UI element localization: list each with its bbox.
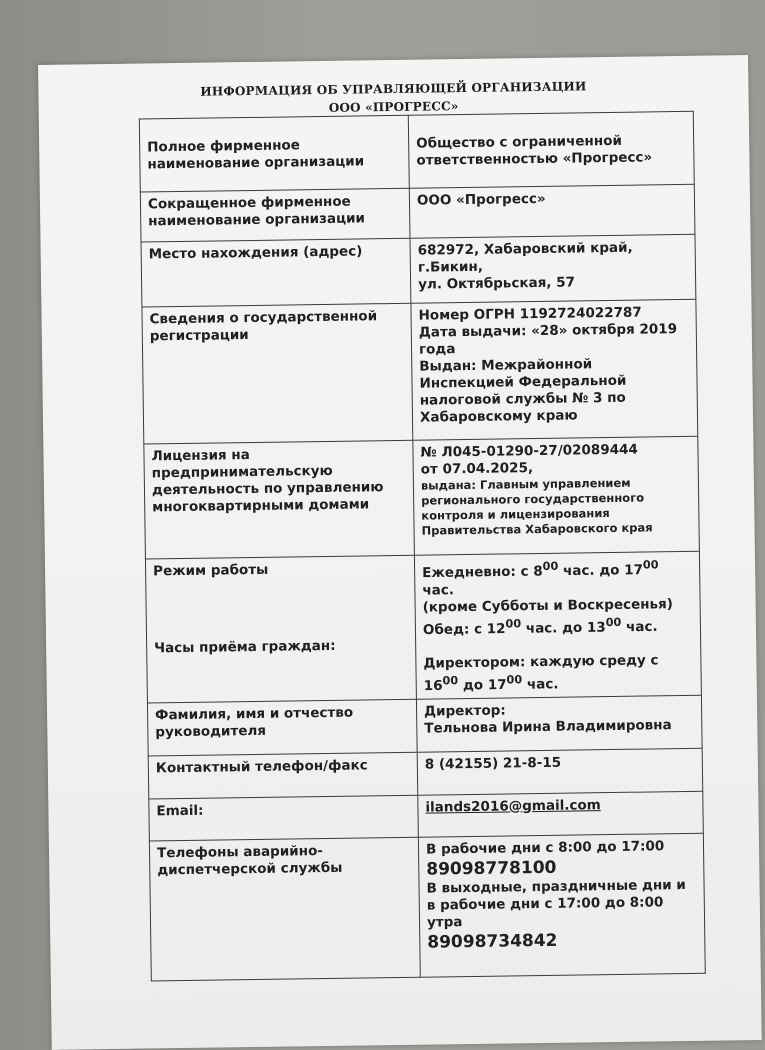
row-short-name [140,184,695,242]
short-name-label: Сокращенное фирменное наименование организации [140,188,410,242]
reception-hours: $16^{00}$ до $17^{00}$ час. [423,673,559,695]
row-full-name [139,111,694,192]
row-emergency [149,833,705,981]
row-registration [142,299,698,444]
header-title: ИНФОРМАЦИЯ ОБ УПРАВЛЯЮЩЕЙ ОРГАНИЗАЦИИ [200,79,587,99]
full-name-label: Полное фирменное наименование организации [139,115,409,192]
registration-value: Номер ОГРН 1192724022787 Дата выдачи: «28» октября 2019 года Выдан: Межрайонной Инспекцией Федеральной налоговой службы № 3 по Хабаровскому краю [411,299,698,440]
address-label: Место нахождения (адрес) [141,238,411,307]
row-address [141,234,696,307]
paper-sheet [38,55,762,1050]
row-schedule [145,551,701,702]
address-value: 682972, Хабаровский край, г.Бикин, ул. Октябрьская, 57 [410,234,696,303]
email-link[interactable]: ilands2016@gmail.com [425,796,601,816]
director-label: Фамилия, имя и отчество руководителя [147,699,417,756]
email-label: Email: [149,795,419,841]
license-label: Лицензия на предпринимательскую деятельность по управлению многоквартирными домами [144,440,415,559]
schedule-label: Режим работы Часы приёма граждан: [145,555,416,702]
director-value: Директор: Тельнова Ирина Владимировна [416,695,702,752]
daily-hours: Ежедневно: с $8^{00}$ час. до $17^{00}$ час. [422,558,659,599]
registration-label: Сведения о государственной регистрации [142,303,413,444]
license-value: № Л045-01290-27/02089444 от 07.04.2025, выдана: Главным управлением регионального государственного контроля и лицензирования Правительства Хабаровского края [413,436,700,555]
row-license [144,436,700,559]
emergency-label: Телефоны аварийно- диспетчерской службы [149,837,420,981]
emergency-weekday-phone: 89098778100 [426,857,557,880]
short-name-value: ООО «Прогресс» [409,184,695,238]
lunch-hours: Обед: с $12^{00}$ час. до $13^{00}$ час. [422,615,658,638]
email-value [418,791,704,837]
emergency-value: В рабочие дни с 8:00 до 17:00 89098778100 В выходные, праздничные дни и в рабочие дни с 17:00 до 8:00 утра 89098734842 [418,833,705,977]
emergency-offhours-phone: 89098734842 [427,930,558,953]
row-director [147,695,702,756]
header-organization: ООО «ПРОГРЕСС» [328,99,459,115]
organization-info-table [139,111,706,981]
schedule-value: Ежедневно: с $8^{00}$ час. до $17^{00}$ час. (кроме Субботы и Воскресенья) Обед: с $12^{00}$ час. до $13^{00}$ час. Директором: каждую среду с $16^{00}$ до $17^{00}$ час. [414,551,701,698]
full-name-value: Общество с ограниченной ответственностью «Прогресс» [408,111,694,188]
phone-value: 8 (42155) 21-8-15 [417,748,703,795]
reception-hours-label: Часы приёма граждан: [154,637,336,657]
row-phone [148,748,703,799]
phone-label: Контактный телефон/факс [148,752,418,799]
